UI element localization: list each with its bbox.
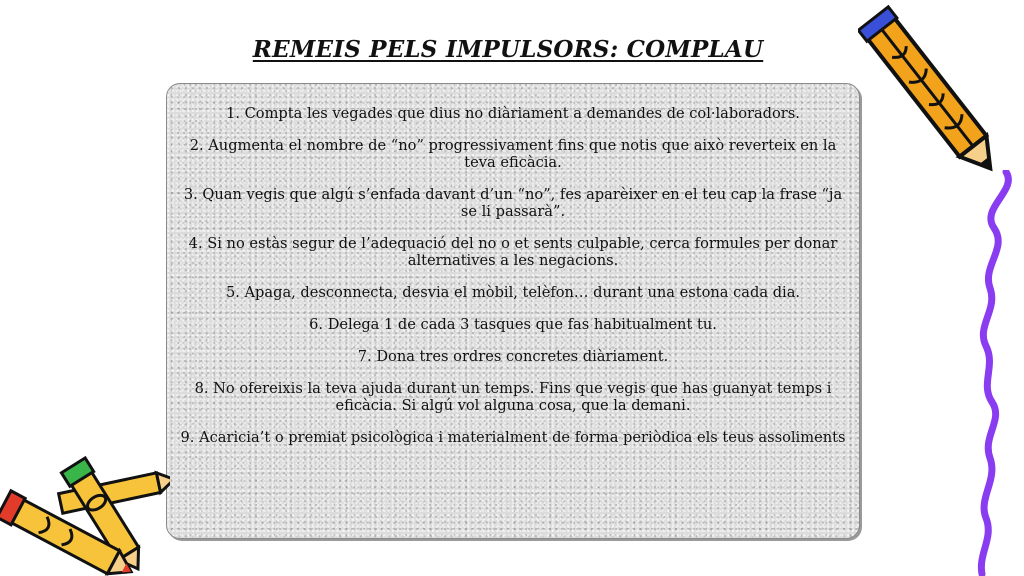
list-item: 8. No ofereixis la teva ajuda durant un temps. Fins que vegis que has guanyat temps i eficàcia. Si algú vol alguna cosa, que la demani. [194, 380, 832, 414]
list-item: 5. Apaga, desconnecta, desvia el mòbil, telèfon… durant una estona cada dia. [225, 284, 801, 301]
crayons-icon [0, 455, 170, 576]
list-item: 4. Si no estàs segur de l’adequació del no o et sents culpable, cerca formules per donar alternatives a les negacions. [188, 235, 838, 269]
list-item: 2. Augmenta el nombre de “no” progressivament fins que notis que això reverteix en la teva eficàcia. [189, 137, 837, 171]
list-item: 9. Acaricia’t o premiat psicològica i materialment de forma periòdica els teus assoliments [180, 429, 846, 446]
list-item: 6. Delega 1 de cada 3 tasques que fas habitualment tu. [309, 316, 717, 333]
list-item: 1. Compta les vegades que dius no diàriament a demandes de col·laboradors. [226, 105, 800, 122]
list-item: 3. Quan vegis que algú s’enfada davant d’un “no”, fes aparèixer en el teu cap la frase “ja se li passarà”. [183, 186, 843, 220]
purple-squiggle-line [960, 170, 1024, 576]
remedies-list [172, 105, 854, 461]
slide-title: REMEIS PELS IMPULSORS: COMPLAU [252, 36, 764, 63]
list-item: 7. Dona tres ordres concretes diàriament. [357, 348, 669, 365]
